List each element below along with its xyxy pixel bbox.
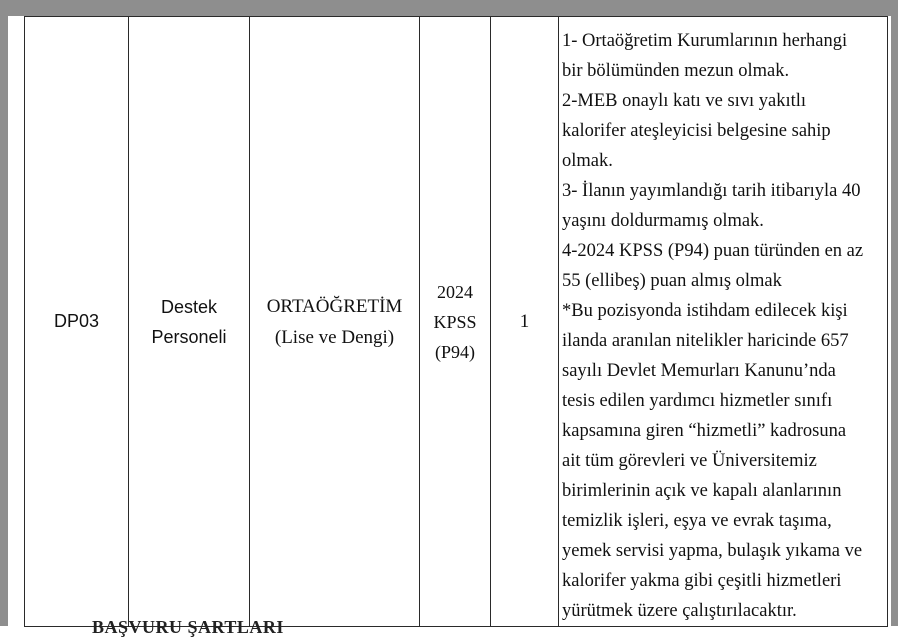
requirement-line: 1- Ortaöğretim Kurumlarının herhangi bbox=[562, 31, 848, 51]
unit-line-1: Destek bbox=[160, 296, 218, 317]
requirement-line: yaşını doldurmamış olmak. bbox=[562, 211, 764, 231]
requirement-line: kapsamına giren “hizmetli” kadrosuna bbox=[562, 421, 847, 441]
next-section-heading: BAŞVURU ŞARTLARI bbox=[92, 617, 284, 637]
count-cell bbox=[491, 17, 559, 627]
requirement-line: 2-MEB onaylı katı ve sıvı yakıtlı bbox=[562, 91, 807, 111]
position-table bbox=[24, 16, 888, 627]
position-code-cell bbox=[25, 17, 129, 627]
requirement-line: *Bu pozisyonda istihdam edilecek kişi bbox=[562, 301, 848, 321]
requirement-line: sayılı Devlet Memurları Kanunu’nda bbox=[562, 361, 836, 381]
viewer-top-edge bbox=[0, 0, 898, 16]
requirement-line: 4-2024 KPSS (P94) puan türünden en az bbox=[562, 241, 864, 261]
requirements-cell bbox=[559, 17, 888, 627]
kpss-line-3: (P94) bbox=[435, 341, 475, 362]
requirement-line: temizlik işleri, eşya ve evrak taşıma, bbox=[562, 511, 832, 531]
education-line-2: (Lise ve Dengi) bbox=[274, 326, 395, 348]
position-code: DP03 bbox=[53, 311, 100, 331]
requirement-line: yürütmek üzere çalıştırılacaktır. bbox=[562, 601, 797, 621]
unit-line-2: Personeli bbox=[151, 326, 227, 347]
requirement-line: birimlerinin açık ve kapalı alanlarının bbox=[562, 481, 842, 501]
unit-cell bbox=[129, 17, 250, 627]
requirement-line: ilanda aranılan nitelikler haricinde 657 bbox=[562, 331, 849, 351]
kpss-line-1: 2024 bbox=[437, 281, 473, 302]
kpss-line-2: KPSS bbox=[433, 311, 477, 332]
requirement-line: 55 (ellibeş) puan almış olmak bbox=[562, 271, 782, 291]
viewer-right-edge bbox=[891, 0, 898, 626]
requirement-line: tesis edilen yardımcı hizmetler sınıfı bbox=[562, 391, 833, 411]
requirement-line: kalorifer yakma gibi çeşitli hizmetleri bbox=[562, 571, 842, 591]
viewer-left-edge bbox=[0, 0, 8, 626]
education-line-1: ORTAÖĞRETİM bbox=[266, 295, 403, 317]
requirement-line: olmak. bbox=[562, 151, 613, 171]
position-count: 1 bbox=[519, 310, 530, 332]
requirement-line: yemek servisi yapma, bulaşık yıkama ve bbox=[562, 541, 863, 561]
requirement-line: kalorifer ateşleyicisi belgesine sahip bbox=[562, 121, 831, 141]
requirement-line: bir bölümünden mezun olmak. bbox=[562, 61, 790, 81]
requirement-line: ait tüm görevleri ve Üniversitemiz bbox=[562, 451, 817, 471]
kpss-cell bbox=[420, 17, 491, 627]
table-row bbox=[25, 17, 888, 627]
requirement-line: 3- İlanın yayımlandığı tarih itibarıyla 40 bbox=[562, 181, 861, 201]
education-cell bbox=[250, 17, 420, 627]
